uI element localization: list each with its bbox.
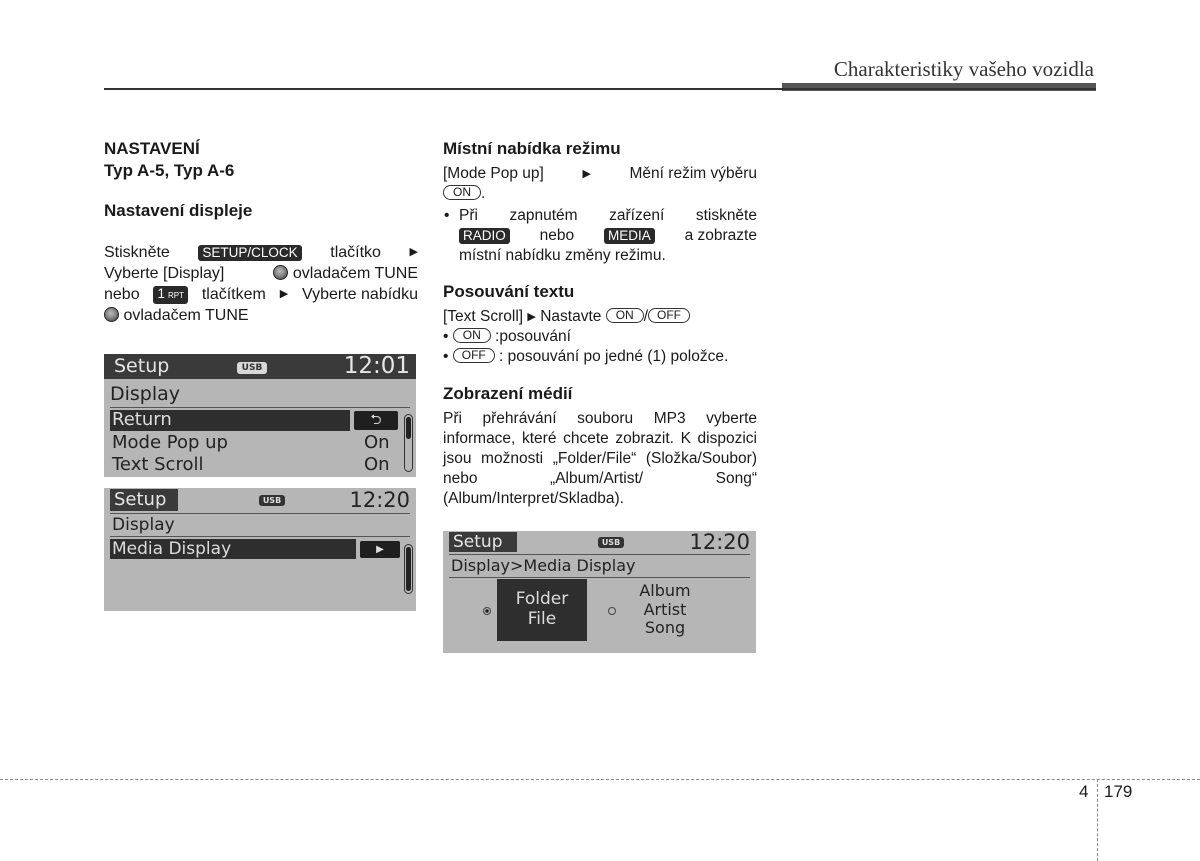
screen-title: Setup — [453, 532, 503, 552]
subheading-display-settings: Nastavení displeje — [104, 201, 253, 220]
media-display-description: Při přehrávání souboru MP3 vyberte informace, které chcete zobrazit. K dispozici jsou možnosti „Folder/File“ (Složka/Soubor) nebo „Album/Artist/ Song“ (Album/Interpret/Skladba). — [443, 410, 757, 507]
page-header-title: Charakteristiky vašeho vozidla — [833, 57, 1094, 81]
breadcrumb: Display>Media Display — [451, 556, 636, 575]
menu-value-text-scroll: On — [364, 454, 390, 475]
arrow-right-icon: ▶ — [527, 311, 536, 323]
radio-selected-icon — [483, 607, 491, 615]
on-button-icon: ON — [453, 328, 491, 343]
screen-clock: 12:20 — [689, 531, 750, 554]
list-item: • OFF : posouvání po jedné (1) položce. — [443, 348, 729, 365]
tune-knob-icon — [104, 307, 119, 322]
scrollbar — [404, 414, 413, 472]
heading-mode-popup: Místní nabídka režimu — [443, 139, 621, 158]
radio-button-icon: RADIO — [459, 228, 510, 244]
arrow-right-icon: ▶ — [582, 168, 591, 180]
right-column: Místní nabídka režimu [Mode Pop up] ▶ Mění režim výběru ON . • Při zapnutém zařízení stiskněte RADIO nebo MEDIA a zobrazte místní nabídku změny režimu. Posouvání textu [Text Scroll] ▶ Nastavte ON / OFF • ON :posouvání • OFF : posouvání po jedné (1) položce. Zobrazení médií Při přehrávání souboru MP3 vyberte informace, které chcete zobrazit. K dispozici jsou možnosti „Folder/File“ (Složka/Soubor) nebo „Album/Artist/ Song“ (Album/Interpret/Skladba). — [443, 138, 757, 509]
list-item: • Při zapnutém zařízení stiskněte RADIO nebo MEDIA a zobrazte místní nabídku změny režimu. — [443, 206, 757, 266]
rpt-button: 1 RPT — [153, 286, 188, 304]
section-heading-nastaveni: NASTAVENÍ — [104, 139, 200, 158]
usb-badge: USB — [598, 537, 624, 548]
chapter-number: 4 — [1079, 782, 1089, 801]
heading-text-scroll: Posouvání textu — [443, 282, 575, 301]
left-column — [104, 138, 418, 326]
media-button-icon: MEDIA — [604, 228, 655, 244]
on-button-icon: ON — [606, 308, 644, 323]
screen-title: Setup — [114, 489, 167, 510]
display-screen-1 — [104, 354, 416, 477]
option-album-artist-song: Album Artist Song — [639, 581, 691, 637]
heading-media-display: Zobrazení médií — [443, 384, 573, 403]
screen-menu-title: Display — [110, 383, 181, 405]
menu-item-media-display: Media Display — [112, 539, 232, 559]
screen-clock: 12:01 — [343, 354, 410, 379]
on-button-icon: ON — [443, 185, 481, 200]
menu-value-mode-popup: On — [364, 432, 390, 453]
option-folder-file: Folder File — [497, 579, 587, 641]
arrow-right-icon: ▶ — [360, 541, 400, 558]
page-number: 179 — [1104, 782, 1133, 801]
list-item: • ON :posouvání — [443, 328, 571, 345]
screen-clock: 12:20 — [349, 488, 410, 512]
display-instructions: Stiskněte SETUP/CLOCK tlačítko ▶ Vyberte [Display] ovladačem TUNE nebo 1 RPT tlačítkem ▶ Vyberte nabídku ovladačem TUNE — [104, 244, 418, 324]
header-rule — [104, 88, 1096, 90]
footer-divider — [1097, 779, 1098, 861]
scrollbar — [404, 544, 413, 594]
usb-badge: USB — [237, 362, 267, 374]
footer-rule — [0, 779, 1200, 780]
display-screen-2 — [104, 488, 416, 611]
menu-item-return: Return — [112, 409, 172, 430]
display-screen-3 — [443, 531, 756, 653]
off-button-icon: OFF — [648, 308, 690, 323]
screen-menu-title: Display — [112, 515, 175, 535]
section-heading-type: Typ A-5, Typ A-6 — [104, 161, 235, 180]
menu-item-mode-popup: Mode Pop up — [112, 432, 228, 453]
radio-unselected-icon — [608, 607, 616, 615]
usb-badge: USB — [259, 495, 285, 506]
arrow-right-icon: ▶ — [279, 288, 289, 300]
setup-clock-button: SETUP/CLOCK — [198, 245, 301, 261]
screen-title: Setup — [114, 355, 170, 377]
off-button-icon: OFF — [453, 348, 495, 363]
return-icon: ⮌ — [354, 411, 398, 430]
tune-knob-icon — [273, 265, 288, 280]
menu-item-text-scroll: Text Scroll — [112, 454, 204, 475]
arrow-right-icon: ▶ — [409, 246, 418, 258]
